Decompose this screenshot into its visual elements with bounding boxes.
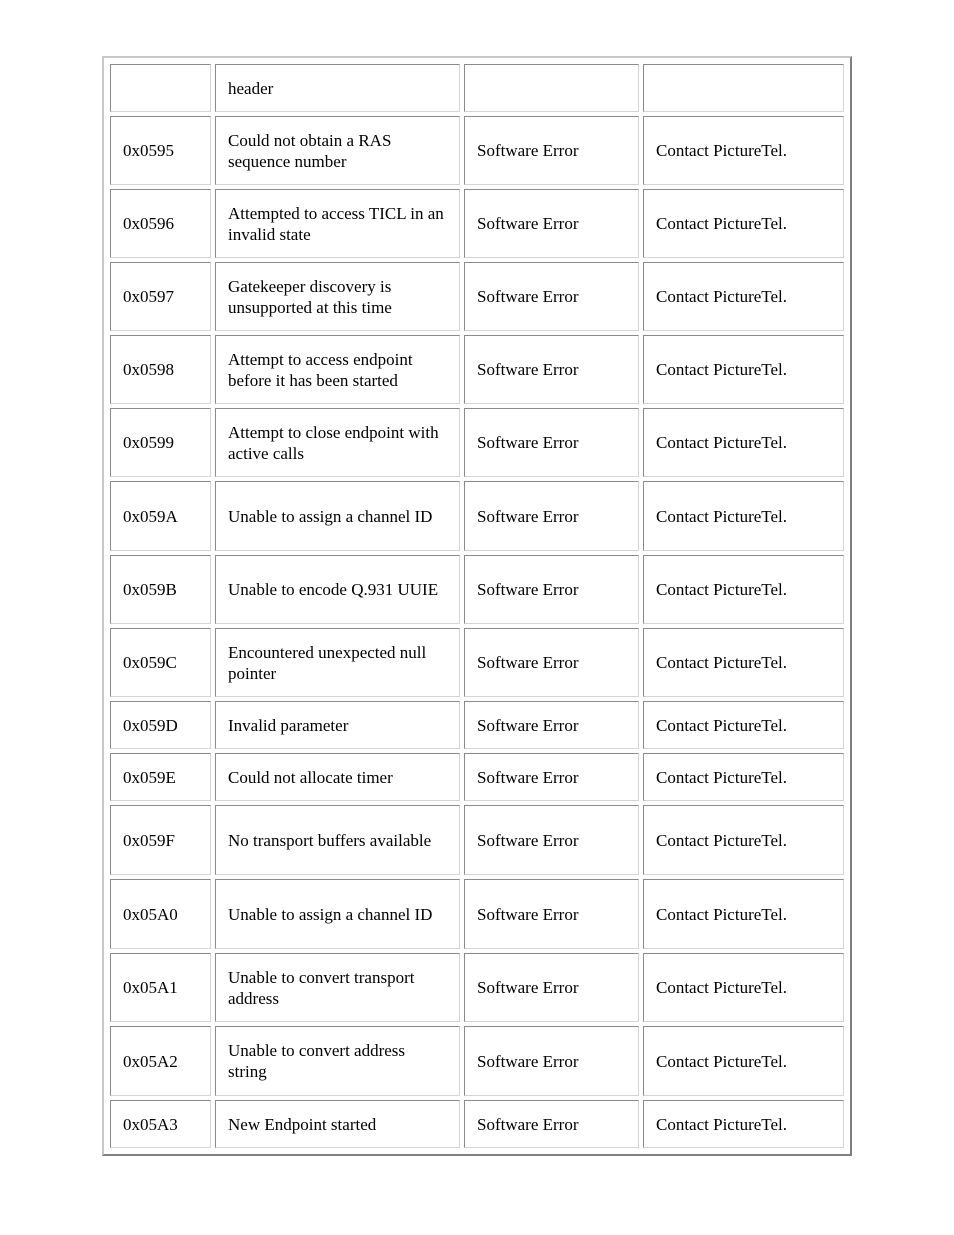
error-code-cell: 0x05A3 <box>110 1100 211 1148</box>
error-code-cell: 0x059E <box>110 753 211 801</box>
error-code-cell: 0x05A0 <box>110 879 211 949</box>
error-code-cell: 0x05A2 <box>110 1026 211 1096</box>
action-cell: Contact PictureTel. <box>643 753 844 801</box>
table-row <box>110 335 844 404</box>
table-row <box>110 1026 844 1096</box>
action-cell: Contact PictureTel. <box>643 953 844 1022</box>
table-row <box>110 189 844 258</box>
error-type-cell: Software Error <box>464 262 639 331</box>
error-code-cell: 0x059B <box>110 555 211 624</box>
error-type-cell: Software Error <box>464 1100 639 1148</box>
description-cell: header <box>215 64 460 112</box>
description-cell: No transport buffers available <box>215 805 460 875</box>
description-cell: Unable to assign a channel ID <box>215 879 460 949</box>
error-code-table <box>106 60 848 1152</box>
action-cell: Contact PictureTel. <box>643 262 844 331</box>
error-type-cell: Software Error <box>464 555 639 624</box>
error-type-cell <box>464 64 639 112</box>
action-cell: Contact PictureTel. <box>643 628 844 697</box>
description-cell: Unable to convert address string <box>215 1026 460 1096</box>
error-code-cell: 0x0596 <box>110 189 211 258</box>
error-type-cell: Software Error <box>464 805 639 875</box>
error-code-cell: 0x0598 <box>110 335 211 404</box>
description-cell: Attempt to access endpoint before it has been started <box>215 335 460 404</box>
description-cell: Unable to encode Q.931 UUIE <box>215 555 460 624</box>
error-code-table-frame <box>102 56 852 1156</box>
error-type-cell: Software Error <box>464 408 639 477</box>
table-row <box>110 879 844 949</box>
action-cell: Contact PictureTel. <box>643 701 844 749</box>
description-cell: Could not obtain a RAS sequence number <box>215 116 460 185</box>
action-cell: Contact PictureTel. <box>643 805 844 875</box>
action-cell: Contact PictureTel. <box>643 335 844 404</box>
error-type-cell: Software Error <box>464 116 639 185</box>
error-code-cell: 0x059C <box>110 628 211 697</box>
error-type-cell: Software Error <box>464 335 639 404</box>
error-code-cell: 0x059F <box>110 805 211 875</box>
action-cell: Contact PictureTel. <box>643 1026 844 1096</box>
error-type-cell: Software Error <box>464 701 639 749</box>
action-cell: Contact PictureTel. <box>643 1100 844 1148</box>
table-row <box>110 116 844 185</box>
table-row <box>110 753 844 801</box>
error-type-cell: Software Error <box>464 189 639 258</box>
action-cell <box>643 64 844 112</box>
table-row <box>110 481 844 551</box>
error-code-cell: 0x0597 <box>110 262 211 331</box>
error-type-cell: Software Error <box>464 879 639 949</box>
error-type-cell: Software Error <box>464 953 639 1022</box>
table-row <box>110 555 844 624</box>
action-cell: Contact PictureTel. <box>643 408 844 477</box>
table-row <box>110 701 844 749</box>
error-code-cell: 0x059D <box>110 701 211 749</box>
table-row <box>110 262 844 331</box>
description-cell: Unable to assign a channel ID <box>215 481 460 551</box>
error-type-cell: Software Error <box>464 1026 639 1096</box>
error-type-cell: Software Error <box>464 628 639 697</box>
description-cell: Gatekeeper discovery is unsupported at this time <box>215 262 460 331</box>
action-cell: Contact PictureTel. <box>643 481 844 551</box>
table-row <box>110 64 844 112</box>
error-code-cell: 0x05A1 <box>110 953 211 1022</box>
description-cell: Could not allocate timer <box>215 753 460 801</box>
action-cell: Contact PictureTel. <box>643 189 844 258</box>
description-cell: Unable to convert transport address <box>215 953 460 1022</box>
description-cell: New Endpoint started <box>215 1100 460 1148</box>
table-body <box>110 64 844 1148</box>
description-cell: Attempt to close endpoint with active calls <box>215 408 460 477</box>
error-code-cell: 0x0599 <box>110 408 211 477</box>
action-cell: Contact PictureTel. <box>643 116 844 185</box>
error-code-cell: 0x059A <box>110 481 211 551</box>
table-row <box>110 628 844 697</box>
table-row <box>110 408 844 477</box>
table-row <box>110 1100 844 1148</box>
table-row <box>110 805 844 875</box>
action-cell: Contact PictureTel. <box>643 555 844 624</box>
error-code-cell <box>110 64 211 112</box>
description-cell: Attempted to access TICL in an invalid state <box>215 189 460 258</box>
error-type-cell: Software Error <box>464 753 639 801</box>
description-cell: Invalid parameter <box>215 701 460 749</box>
error-type-cell: Software Error <box>464 481 639 551</box>
action-cell: Contact PictureTel. <box>643 879 844 949</box>
description-cell: Encountered unexpected null pointer <box>215 628 460 697</box>
table-row <box>110 953 844 1022</box>
error-code-cell: 0x0595 <box>110 116 211 185</box>
